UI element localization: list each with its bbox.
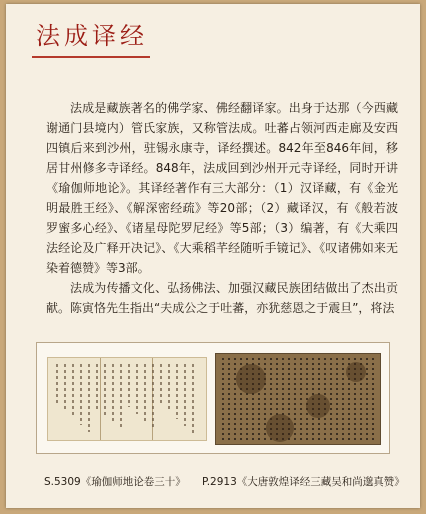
- manuscript-text-column: [228, 358, 230, 440]
- scroll-text-column: [104, 364, 106, 416]
- manuscript-text-column: [300, 358, 302, 440]
- scroll-text-column: [128, 364, 130, 407]
- article-body: [46, 98, 398, 318]
- scroll-text-column: [72, 364, 74, 418]
- document-page: [6, 4, 420, 508]
- manuscript-text-column: [294, 358, 296, 440]
- scroll-text-column: [160, 364, 162, 405]
- paragraph-1: 法成是藏族著名的佛学家、佛经翻译家。出身于达那（今西藏谢通门县境内）管氏家族，又称管法成。吐蕃占领河西走廊及安西四镇后来到沙州，驻锡永康寺，译经撰述。842年至846年间，移居甘州修多寺译经。848年，法成回到沙州开元寺译经，同时开讲《瑜伽师地论》。其译经著作有三大部分：（1）汉译藏，有《金光明最胜王经》、《解深密经疏》等20部；（2）藏译汉，有《般若波罗蜜多心经》、《诸星母陀罗尼经》等5部；（3）编著，有《大乘四法经论及广释开决记》、《大乘稻芊经随听手镜记》、《叹诸佛如来无染着德赞》等3部。: [46, 101, 398, 275]
- manuscript-text-column: [330, 358, 332, 440]
- manuscript-text-column: [366, 358, 368, 440]
- scroll-text-column: [144, 364, 146, 421]
- scroll-text-column: [112, 364, 114, 423]
- scroll-text-column: [56, 364, 58, 404]
- page-title: 法成译经: [36, 22, 148, 50]
- paragraph-2: 法成为传播文化、弘扬佛法、加强汉藏民族团结做出了杰出贡献。陈寅恪先生指出“夫成公之于吐蕃，亦犹慈恩之于震旦”，将法: [46, 281, 398, 315]
- scroll-text-column: [64, 364, 66, 411]
- manuscript-text-column: [372, 358, 374, 440]
- manuscript-stain: [236, 364, 266, 394]
- manuscript-image-s5309: [47, 357, 207, 441]
- scroll-text-column: [80, 364, 82, 425]
- scroll-text-column: [88, 364, 90, 432]
- manuscript-stain: [346, 362, 366, 382]
- manuscript-stain: [306, 394, 330, 418]
- scroll-text-column: [184, 364, 186, 426]
- scroll-text-column: [152, 364, 154, 428]
- manuscript-text-column: [342, 358, 344, 440]
- figure-panel: [36, 342, 390, 454]
- manuscript-text-column: [222, 358, 224, 440]
- scroll-text-column: [96, 364, 98, 409]
- scroll-text-column: [136, 364, 138, 414]
- title-underline: [32, 56, 150, 58]
- manuscript-image-p2913: [215, 353, 381, 445]
- scroll-text-column: [168, 364, 170, 412]
- figure-caption-1: S.5309《瑜伽师地论卷三十》: [44, 476, 186, 488]
- manuscript-text-column: [336, 358, 338, 440]
- manuscript-stain: [266, 414, 294, 442]
- scroll-fold-line: [100, 358, 101, 440]
- scroll-text-column: [176, 364, 178, 419]
- manuscript-text-column: [234, 358, 236, 440]
- scroll-text-column: [120, 364, 122, 430]
- scroll-text-column: [192, 364, 194, 433]
- figure-caption-2: P.2913《大唐敦煌译经三藏吴和尚邈真赞》: [202, 476, 405, 488]
